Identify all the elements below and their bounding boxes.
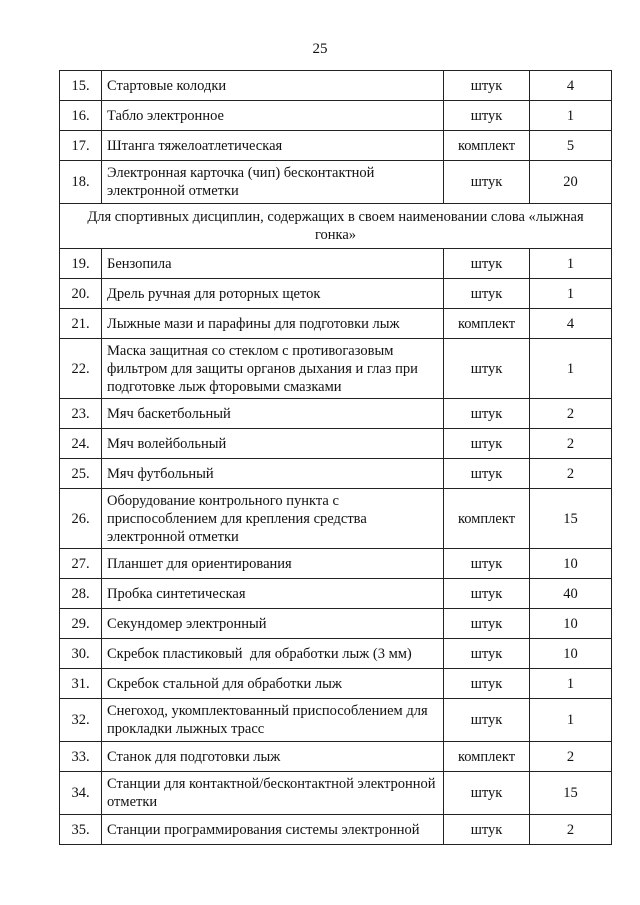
item-quantity: 5	[530, 131, 612, 161]
item-name: Дрель ручная для роторных щеток	[102, 279, 444, 309]
item-name: Снегоход, укомплектованный приспособлением для прокладки лыжных трасс	[102, 699, 444, 742]
item-unit: штук	[444, 772, 530, 815]
item-quantity: 2	[530, 742, 612, 772]
item-quantity: 1	[530, 279, 612, 309]
row-number: 28.	[60, 579, 102, 609]
item-name: Мяч баскетбольный	[102, 399, 444, 429]
item-name: Планшет для ориентирования	[102, 549, 444, 579]
row-number: 18.	[60, 161, 102, 204]
table-row	[60, 249, 612, 279]
item-name: Скребок пластиковый для обработки лыж (3 мм)	[102, 639, 444, 669]
item-name: Секундомер электронный	[102, 609, 444, 639]
row-number: 33.	[60, 742, 102, 772]
item-unit: штук	[444, 71, 530, 101]
table-row	[60, 71, 612, 101]
item-unit: штук	[444, 399, 530, 429]
item-quantity: 40	[530, 579, 612, 609]
item-unit: штук	[444, 429, 530, 459]
item-name: Стартовые колодки	[102, 71, 444, 101]
row-number: 22.	[60, 339, 102, 399]
item-quantity: 2	[530, 429, 612, 459]
item-quantity: 2	[530, 399, 612, 429]
row-number: 20.	[60, 279, 102, 309]
table-row	[60, 549, 612, 579]
item-name: Мяч волейбольный	[102, 429, 444, 459]
item-unit: штук	[444, 279, 530, 309]
item-name: Маска защитная со стеклом с противогазовым фильтром для защиты органов дыхания и глаз при подготовке лыж фторовыми смазками	[102, 339, 444, 399]
table-row	[60, 815, 612, 845]
item-unit: комплект	[444, 131, 530, 161]
row-number: 17.	[60, 131, 102, 161]
item-unit: комплект	[444, 489, 530, 549]
table-row	[60, 131, 612, 161]
item-unit: штук	[444, 815, 530, 845]
row-number: 27.	[60, 549, 102, 579]
equipment-table	[59, 70, 612, 845]
item-unit: штук	[444, 459, 530, 489]
item-unit: штук	[444, 639, 530, 669]
item-quantity: 10	[530, 639, 612, 669]
item-name: Бензопила	[102, 249, 444, 279]
table-row	[60, 309, 612, 339]
item-name: Скребок стальной для обработки лыж	[102, 669, 444, 699]
item-name: Оборудование контрольного пункта с приспособлением для крепления средства электронной отметки	[102, 489, 444, 549]
item-unit: штук	[444, 669, 530, 699]
item-unit: комплект	[444, 309, 530, 339]
row-number: 26.	[60, 489, 102, 549]
table-row	[60, 339, 612, 399]
section-heading: Для спортивных дисциплин, содержащих в своем наименовании слова «лыжная гонка»	[60, 204, 612, 249]
row-number: 24.	[60, 429, 102, 459]
table-row	[60, 699, 612, 742]
item-quantity: 15	[530, 489, 612, 549]
item-quantity: 1	[530, 101, 612, 131]
item-name: Табло электронное	[102, 101, 444, 131]
item-quantity: 20	[530, 161, 612, 204]
item-unit: штук	[444, 609, 530, 639]
item-unit: штук	[444, 549, 530, 579]
item-name: Штанга тяжелоатлетическая	[102, 131, 444, 161]
item-name: Станок для подготовки лыж	[102, 742, 444, 772]
table-row	[60, 429, 612, 459]
item-unit: штук	[444, 249, 530, 279]
table-row	[60, 772, 612, 815]
item-name: Электронная карточка (чип) бесконтактной электронной отметки	[102, 161, 444, 204]
row-number: 32.	[60, 699, 102, 742]
item-unit: штук	[444, 101, 530, 131]
item-name: Станции для контактной/бесконтактной электронной отметки	[102, 772, 444, 815]
table-row	[60, 399, 612, 429]
item-quantity: 1	[530, 669, 612, 699]
row-number: 30.	[60, 639, 102, 669]
table-row	[60, 459, 612, 489]
row-number: 19.	[60, 249, 102, 279]
row-number: 34.	[60, 772, 102, 815]
item-unit: комплект	[444, 742, 530, 772]
item-quantity: 2	[530, 459, 612, 489]
item-quantity: 15	[530, 772, 612, 815]
item-name: Станции программирования системы электронной	[102, 815, 444, 845]
row-number: 21.	[60, 309, 102, 339]
row-number: 31.	[60, 669, 102, 699]
row-number: 23.	[60, 399, 102, 429]
table-row	[60, 609, 612, 639]
row-number: 15.	[60, 71, 102, 101]
item-quantity: 4	[530, 309, 612, 339]
item-unit: штук	[444, 579, 530, 609]
row-number: 16.	[60, 101, 102, 131]
table-row	[60, 101, 612, 131]
row-number: 35.	[60, 815, 102, 845]
table-row	[60, 639, 612, 669]
item-unit: штук	[444, 161, 530, 204]
row-number: 25.	[60, 459, 102, 489]
row-number: 29.	[60, 609, 102, 639]
table-row	[60, 161, 612, 204]
item-unit: штук	[444, 699, 530, 742]
table-row	[60, 579, 612, 609]
table-row	[60, 669, 612, 699]
item-quantity: 10	[530, 609, 612, 639]
item-quantity: 1	[530, 249, 612, 279]
item-unit: штук	[444, 339, 530, 399]
item-quantity: 2	[530, 815, 612, 845]
item-quantity: 10	[530, 549, 612, 579]
item-quantity: 1	[530, 339, 612, 399]
item-name: Лыжные мази и парафины для подготовки лыж	[102, 309, 444, 339]
item-quantity: 1	[530, 699, 612, 742]
item-name: Мяч футбольный	[102, 459, 444, 489]
table-row	[60, 742, 612, 772]
section-row	[60, 204, 612, 249]
item-name: Пробка синтетическая	[102, 579, 444, 609]
table-row	[60, 489, 612, 549]
item-quantity: 4	[530, 71, 612, 101]
page-number: 25	[312, 41, 328, 57]
table-row	[60, 279, 612, 309]
